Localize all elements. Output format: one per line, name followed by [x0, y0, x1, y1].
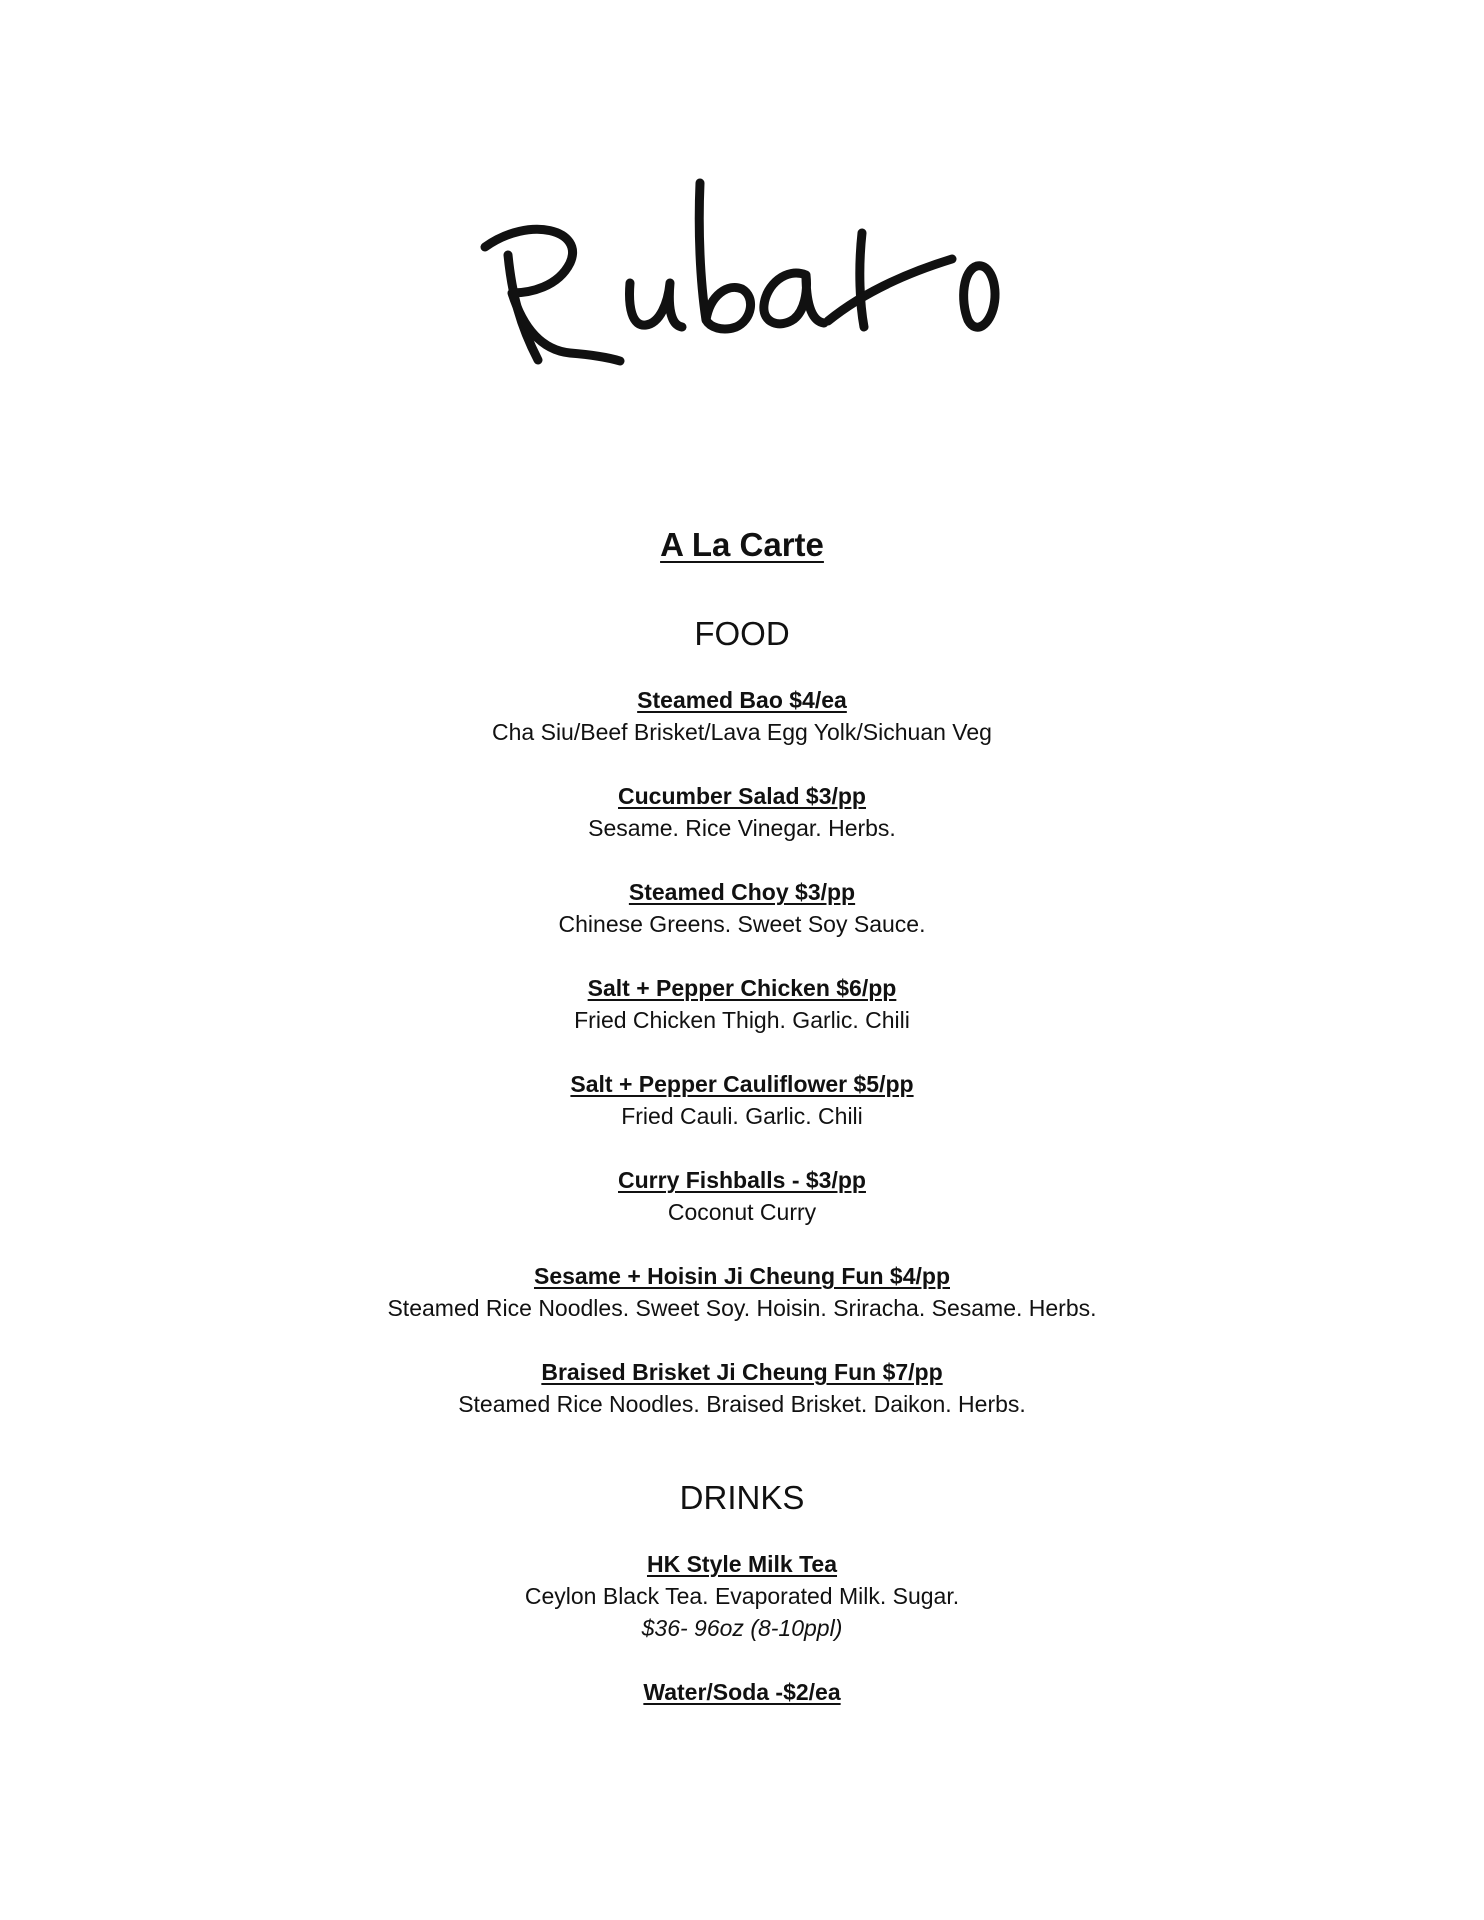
menu-item	[0, 780, 1484, 844]
menu-item	[0, 1068, 1484, 1132]
menu-heading: A La Carte	[660, 526, 824, 563]
menu-item-name: HK Style Milk Tea	[646, 1551, 838, 1577]
menu-item-description: Coconut Curry	[667, 1199, 817, 1225]
menu-item-description: Fried Chicken Thigh. Garlic. Chili	[574, 1007, 910, 1033]
food-section-title: FOOD	[694, 615, 790, 652]
menu-item-name: Curry Fishballs - $3/pp	[618, 1167, 866, 1193]
food-section	[0, 614, 1484, 1420]
drinks-section-title: DRINKS	[679, 1479, 805, 1516]
menu-item-name: Steamed Bao $4/ea	[637, 687, 847, 713]
rubato-logo	[460, 175, 1020, 385]
menu-item	[0, 1548, 1484, 1644]
menu-item-description: Fried Cauli. Garlic. Chili	[621, 1103, 863, 1129]
menu-item	[0, 1260, 1484, 1324]
menu-item-description: Cha Siu/Beef Brisket/Lava Egg Yolk/Sichuan Veg	[492, 719, 992, 745]
drinks-items	[0, 1548, 1484, 1708]
menu-item	[0, 1164, 1484, 1228]
menu-item-name: Water/Soda -$2/ea	[643, 1679, 841, 1705]
menu-item-name: Cucumber Salad $3/pp	[618, 783, 866, 809]
menu-item	[0, 1676, 1484, 1708]
menu-item	[0, 684, 1484, 748]
menu	[0, 525, 1484, 1708]
menu-item	[0, 1356, 1484, 1420]
handwritten-logo-icon	[460, 175, 1020, 385]
menu-item-description: Steamed Rice Noodles. Braised Brisket. Daikon. Herbs.	[458, 1391, 1026, 1417]
drinks-section	[0, 1478, 1484, 1708]
food-items	[0, 684, 1484, 1420]
menu-item-description: Chinese Greens. Sweet Soy Sauce.	[558, 911, 926, 937]
menu-item-description: Steamed Rice Noodles. Sweet Soy. Hoisin. Sriracha. Sesame. Herbs.	[387, 1295, 1097, 1321]
menu-item-price-note: $36- 96oz (8-10ppl)	[641, 1615, 843, 1641]
menu-item-name: Steamed Choy $3/pp	[628, 879, 856, 905]
menu-item-name: Salt + Pepper Chicken $6/pp	[587, 975, 897, 1001]
menu-item-name: Sesame + Hoisin Ji Cheung Fun $4/pp	[533, 1263, 950, 1289]
menu-item-name: Salt + Pepper Cauliflower $5/pp	[570, 1071, 914, 1097]
menu-item-description: Sesame. Rice Vinegar. Herbs.	[588, 815, 896, 841]
menu-item	[0, 972, 1484, 1036]
menu-item	[0, 876, 1484, 940]
menu-item-description: Ceylon Black Tea. Evaporated Milk. Sugar.	[524, 1583, 960, 1609]
menu-item-name: Braised Brisket Ji Cheung Fun $7/pp	[541, 1359, 943, 1385]
